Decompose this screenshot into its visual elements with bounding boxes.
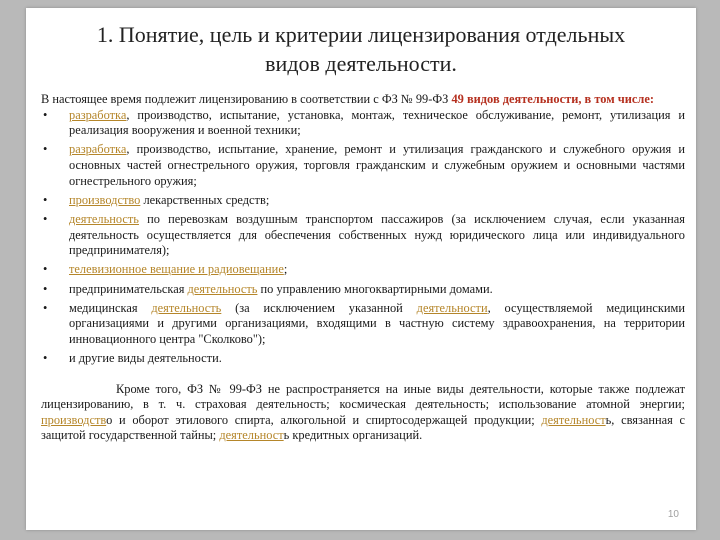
list-item	[41, 301, 685, 348]
para2-link-3[interactable]: деятельност	[219, 428, 284, 443]
bullet-icon: •	[43, 211, 48, 226]
intro-paragraph	[41, 92, 685, 108]
bullet-icon: •	[43, 142, 48, 157]
item-link-2[interactable]: деятельности	[416, 300, 488, 315]
bullet-icon: •	[43, 281, 48, 296]
item-link[interactable]: деятельность	[151, 300, 222, 315]
para2-text-4: ь кредитных организаций.	[283, 428, 423, 443]
item-text: ;	[283, 262, 288, 277]
list-item	[41, 108, 685, 139]
item-text: по управлению многоквартирными домами.	[257, 281, 493, 296]
bullet-icon: •	[43, 192, 48, 207]
additional-paragraph	[41, 382, 685, 444]
title-line-2: видов деятельности.	[265, 51, 457, 76]
bullet-icon: •	[43, 351, 48, 366]
list-item	[41, 262, 685, 278]
item-text: , производство, испытание, хранение, ремонт и утилизация гражданского и служебного оружия и основных частей огнестрельного оружия, торговля гражданским и служебным оружием и основными частями огнестрельного оружия;	[69, 142, 685, 188]
bullet-icon: •	[43, 300, 48, 315]
item-text: лекарственных средств;	[140, 192, 270, 207]
item-link[interactable]: разработка	[69, 107, 127, 122]
para2-link-1[interactable]: производств	[41, 412, 107, 427]
para2-text-2: о и оборот этилового спирта, алкогольной и спиртосодержащей продукции;	[106, 412, 542, 427]
bullet-icon: •	[43, 262, 48, 277]
item-link[interactable]: деятельность	[187, 281, 258, 296]
slide-body	[41, 92, 685, 456]
list-item	[41, 282, 685, 298]
item-text-before: предпринимательская	[69, 281, 188, 296]
slide-title	[46, 20, 676, 78]
intro-text: В настоящее время подлежит лицензированию в соответствии с ФЗ № 99-ФЗ	[41, 92, 452, 106]
intro-highlight: 49 видов деятельности, в том числе:	[451, 92, 654, 106]
item-link[interactable]: телевизионное вещание и радиовещание	[69, 262, 284, 277]
list-item	[41, 142, 685, 189]
item-text: , осуществляемой медицинскими организациями и другими организациями, входящими в частную систему здравоохранения, на территории инновационного центра "Сколково");	[69, 300, 685, 346]
item-text-mid: (за исключением указанной	[221, 300, 417, 315]
item-link[interactable]: производство	[69, 192, 141, 207]
slide	[26, 8, 696, 530]
page-number: 10	[667, 509, 679, 520]
list-item	[41, 212, 685, 259]
item-text-before: и другие виды деятельности.	[69, 351, 222, 366]
para2-text-3: ь, связанная с защитой государственной тайны;	[41, 412, 685, 443]
bullet-icon: •	[43, 107, 48, 122]
item-link[interactable]: разработка	[69, 142, 127, 157]
item-text: , производство, испытание, установка, монтаж, техническое обслуживание, ремонт, утилизация и реализация вооружения и военной техники;	[69, 107, 685, 138]
title-line-1: 1. Понятие, цель и критерии лицензирования отдельных	[96, 22, 626, 47]
list-item	[41, 193, 685, 209]
para2-text-1: Кроме того, ФЗ № 99-ФЗ не распространяется на иные виды деятельности, которые также подлежат лицензированию, в т. ч. страховая деятельность; космическая деятельность; использование атомной энергии;	[41, 381, 685, 412]
license-types-list	[41, 108, 685, 367]
list-item	[41, 351, 685, 367]
item-link[interactable]: деятельность	[69, 211, 139, 226]
para2-link-2[interactable]: деятельност	[541, 412, 606, 427]
item-text-before: медицинская	[69, 300, 152, 315]
item-text: по перевозкам воздушным транспортом пассажиров (за исключением случая, если указанная деятельность осуществляется для обеспечения собственных нужд юридического лица или индивидуального предпринимателя);	[69, 211, 685, 258]
